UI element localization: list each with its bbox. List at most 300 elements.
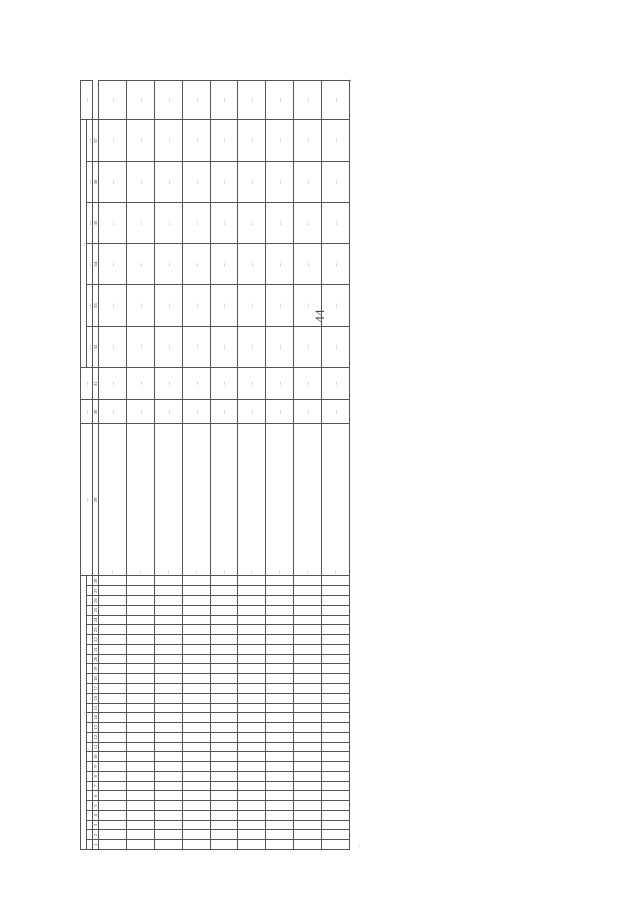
code-cell [154,664,182,674]
code-cell [182,615,210,625]
row-value: … [266,285,294,326]
row-value: … [294,244,322,285]
code-cell [266,664,294,674]
column-number: 34 [93,244,99,285]
code-cell [294,791,322,801]
code-cell [238,605,266,615]
code-cell [322,771,350,781]
row-end: … [99,81,127,120]
code-cell [322,664,350,674]
code-cell [266,644,294,654]
code-cell [182,723,210,733]
name-column-header: … [81,424,93,576]
year-header: … [87,161,93,202]
code-cell [266,586,294,596]
table-container [80,80,350,850]
code-cell [294,576,322,586]
code-cell [210,576,238,586]
code-cell [238,781,266,791]
code-cell [210,810,238,820]
row-value: … [238,326,266,367]
code-cell [294,742,322,752]
year-header: … [87,285,93,326]
code-cell [127,781,155,791]
page-number: 44 [312,309,327,323]
code-cell [154,820,182,830]
code-cell [238,791,266,801]
row-end: … [182,81,210,120]
row-value: … [322,326,350,367]
code-cell [99,586,127,596]
code-cell [238,732,266,742]
end-column-header: … [81,81,93,120]
column-number: 32 [93,326,99,367]
code-cell [99,830,127,840]
code-cell [322,742,350,752]
row-value: … [266,202,294,243]
column-number: 3 [93,820,99,830]
row-value: … [266,120,294,161]
code-cell [182,713,210,723]
code-cell [154,781,182,791]
row-value: … [322,161,350,202]
row-end: … [294,81,322,120]
row-value: … [127,161,155,202]
code-cell [322,674,350,684]
code-cell [182,693,210,703]
code-cell [154,576,182,586]
code-cell [99,781,127,791]
code-cell [127,732,155,742]
code-cell [238,615,266,625]
row-base: … [266,367,294,400]
row-value: … [154,326,182,367]
code-cell [322,576,350,586]
row-value: … [99,120,127,161]
years-group-header: … [81,120,87,368]
code-cell [210,830,238,840]
code-cell [154,683,182,693]
row-value: … [127,202,155,243]
code-cell [238,693,266,703]
row-value: … [154,120,182,161]
code-cell [322,732,350,742]
code-cell [266,771,294,781]
row-unit: … [266,400,294,424]
code-cell [99,596,127,606]
code-cell [238,771,266,781]
column-number: 21 [93,644,99,654]
code-cell [266,752,294,762]
code-cell [182,654,210,664]
code-cell [182,820,210,830]
code-cell [322,683,350,693]
column-number: 23 [93,625,99,635]
row-base: … [210,367,238,400]
column-number: 31 [93,367,99,400]
code-cell [210,742,238,752]
code-cell [182,586,210,596]
code-cell [238,625,266,635]
row-value: … [127,285,155,326]
code-cell [266,732,294,742]
code-cell [99,762,127,772]
row-value: … [294,326,322,367]
code-cell [182,605,210,615]
row-unit: … [154,400,182,424]
column-number: 29 [93,424,99,576]
code-cell [238,840,266,850]
row-value: … [322,120,350,161]
code-cell [182,752,210,762]
row-value: … [322,202,350,243]
code-cell [127,771,155,781]
code-cell [127,801,155,811]
row-value: … [294,285,322,326]
code-cell [322,615,350,625]
code-cell [238,801,266,811]
code-cell [294,664,322,674]
year-header: … [87,326,93,367]
code-cell [294,762,322,772]
code-cell [182,664,210,674]
row-end: … [154,81,182,120]
code-cell [294,771,322,781]
code-cell [322,635,350,645]
code-cell [127,703,155,713]
code-cell [322,605,350,615]
code-cell [127,830,155,840]
table-row [99,81,127,850]
table-row [127,81,155,850]
code-cell [154,801,182,811]
code-cell [294,596,322,606]
row-base: … [238,367,266,400]
row-value: … [294,161,322,202]
code-cell [322,810,350,820]
code-cell [210,586,238,596]
code-cell [322,830,350,840]
code-cell [322,703,350,713]
code-cell [99,605,127,615]
row-base: … [99,367,127,400]
column-number: 20 [93,654,99,664]
code-cell [154,596,182,606]
code-cell [99,801,127,811]
row-value: … [322,244,350,285]
code-cell [182,781,210,791]
code-cell [238,820,266,830]
column-number: 5 [93,801,99,811]
code-cell [238,830,266,840]
code-cell [182,625,210,635]
code-cell [210,605,238,615]
row-value: … [127,244,155,285]
row-end: … [210,81,238,120]
code-cell [238,703,266,713]
column-number: 37 [93,120,99,161]
column-number: 2 [93,830,99,840]
footnote [353,80,363,850]
code-cell [322,596,350,606]
code-cell [99,683,127,693]
code-cell [99,654,127,664]
code-cell [322,752,350,762]
code-cell [154,615,182,625]
column-number: 30 [93,400,99,424]
code-cell [266,723,294,733]
codes-group-header: … [81,576,87,850]
row-unit: … [294,400,322,424]
program-indicators-table [80,80,350,850]
code-cell [238,635,266,645]
row-name: … [182,424,210,576]
row-value: … [210,285,238,326]
column-number: 18 [93,674,99,684]
code-cell [210,644,238,654]
code-cell [210,664,238,674]
row-value: … [99,326,127,367]
code-cell [266,674,294,684]
row-unit: … [238,400,266,424]
row-base: … [294,367,322,400]
column-number: 36 [93,161,99,202]
code-cell [127,762,155,772]
code-cell [154,752,182,762]
code-cell [154,830,182,840]
code-cell [266,820,294,830]
code-cell [182,810,210,820]
column-number: 7 [93,781,99,791]
code-cell [266,596,294,606]
code-cell [322,840,350,850]
row-end: … [238,81,266,120]
column-number: 11 [93,742,99,752]
code-cell [99,703,127,713]
row-value: … [210,161,238,202]
row-name: … [266,424,294,576]
row-unit: … [182,400,210,424]
row-name: … [99,424,127,576]
row-end: … [266,81,294,120]
row-value: … [238,161,266,202]
code-cell [127,840,155,850]
code-cell [99,693,127,703]
row-value: … [182,161,210,202]
year-header: … [87,120,93,161]
code-cell [210,625,238,635]
row-value: … [266,244,294,285]
column-number: 22 [93,635,99,645]
code-cell [294,674,322,684]
code-cell [266,781,294,791]
code-cell [266,576,294,586]
column-number: 9 [93,762,99,772]
row-value: … [154,161,182,202]
code-cell [238,810,266,820]
code-cell [154,644,182,654]
row-end: … [322,81,350,120]
code-cell [154,810,182,820]
column-number: 24 [93,615,99,625]
code-cell [127,615,155,625]
code-cell [154,840,182,850]
row-unit: … [99,400,127,424]
code-cell [127,586,155,596]
code-cell [266,605,294,615]
code-cell [99,723,127,733]
code-cell [127,752,155,762]
table-row [322,81,350,850]
code-cell [322,644,350,654]
code-cell [182,683,210,693]
code-cell [99,742,127,752]
code-cell [99,674,127,684]
code-cell [182,762,210,772]
row-base: … [154,367,182,400]
column-number: 17 [93,683,99,693]
code-cell [127,605,155,615]
code-cell [127,635,155,645]
row-value: … [238,202,266,243]
code-cell [322,801,350,811]
code-cell [266,654,294,664]
code-cell [322,625,350,635]
code-cell [266,683,294,693]
code-cell [127,693,155,703]
base-column-header: … [81,367,93,400]
row-value: … [210,326,238,367]
code-cell [322,693,350,703]
column-number: 33 [93,285,99,326]
code-cell [127,576,155,586]
code-cell [294,810,322,820]
table-row [294,81,322,850]
row-value: … [127,120,155,161]
code-cell [238,762,266,772]
code-cell [294,703,322,713]
row-name: … [294,424,322,576]
code-cell [99,791,127,801]
code-cell [210,713,238,723]
footnote-text: … [355,843,361,848]
code-cell [127,791,155,801]
row-value: … [238,244,266,285]
code-cell [294,615,322,625]
code-cell [266,713,294,723]
code-cell [127,820,155,830]
row-value: … [210,202,238,243]
code-cell [210,635,238,645]
code-cell [99,664,127,674]
row-value: … [266,326,294,367]
code-cell [154,742,182,752]
code-cell [99,644,127,654]
table-row [238,81,266,850]
code-cell [154,674,182,684]
code-cell [294,693,322,703]
code-cell [127,810,155,820]
code-cell [210,781,238,791]
row-value: … [182,202,210,243]
code-cell [154,654,182,664]
code-cell [294,625,322,635]
column-number: 1 [93,840,99,850]
code-cell [99,771,127,781]
code-cell [182,840,210,850]
code-cell [182,644,210,654]
row-name: … [127,424,155,576]
code-cell [322,820,350,830]
code-cell [294,683,322,693]
code-cell [210,732,238,742]
code-cell [294,801,322,811]
code-cell [294,752,322,762]
code-cell [210,674,238,684]
code-cell [99,840,127,850]
code-cell [182,703,210,713]
code-cell [182,771,210,781]
code-cell [127,664,155,674]
column-number: 14 [93,713,99,723]
code-cell [238,644,266,654]
code-cell [266,615,294,625]
code-cell [210,703,238,713]
code-cell [154,635,182,645]
code-cell [154,723,182,733]
code-cell [266,830,294,840]
code-cell [154,625,182,635]
row-base: … [127,367,155,400]
code-cell [238,742,266,752]
code-cell [210,791,238,801]
code-cell [154,762,182,772]
code-cell [266,703,294,713]
code-cell [182,635,210,645]
code-cell [99,752,127,762]
code-cell [322,713,350,723]
column-number: 6 [93,791,99,801]
code-cell [294,732,322,742]
row-value: … [99,285,127,326]
code-cell [210,771,238,781]
code-cell [238,576,266,586]
code-cell [238,723,266,733]
corner-mark: * [349,80,352,85]
code-cell [127,596,155,606]
code-cell [322,586,350,596]
code-cell [99,713,127,723]
row-value: … [99,202,127,243]
code-cell [294,820,322,830]
code-cell [182,596,210,606]
code-cell [127,723,155,733]
row-end: … [127,81,155,120]
code-cell [266,693,294,703]
table-row [154,81,182,850]
code-cell [294,723,322,733]
rotated-table [80,80,350,850]
column-number: 4 [93,810,99,820]
code-cell [210,654,238,664]
row-value: … [294,202,322,243]
code-cell [127,644,155,654]
row-name: … [210,424,238,576]
code-cell [322,723,350,733]
year-header: … [87,202,93,243]
code-cell [238,664,266,674]
code-cell [322,762,350,772]
